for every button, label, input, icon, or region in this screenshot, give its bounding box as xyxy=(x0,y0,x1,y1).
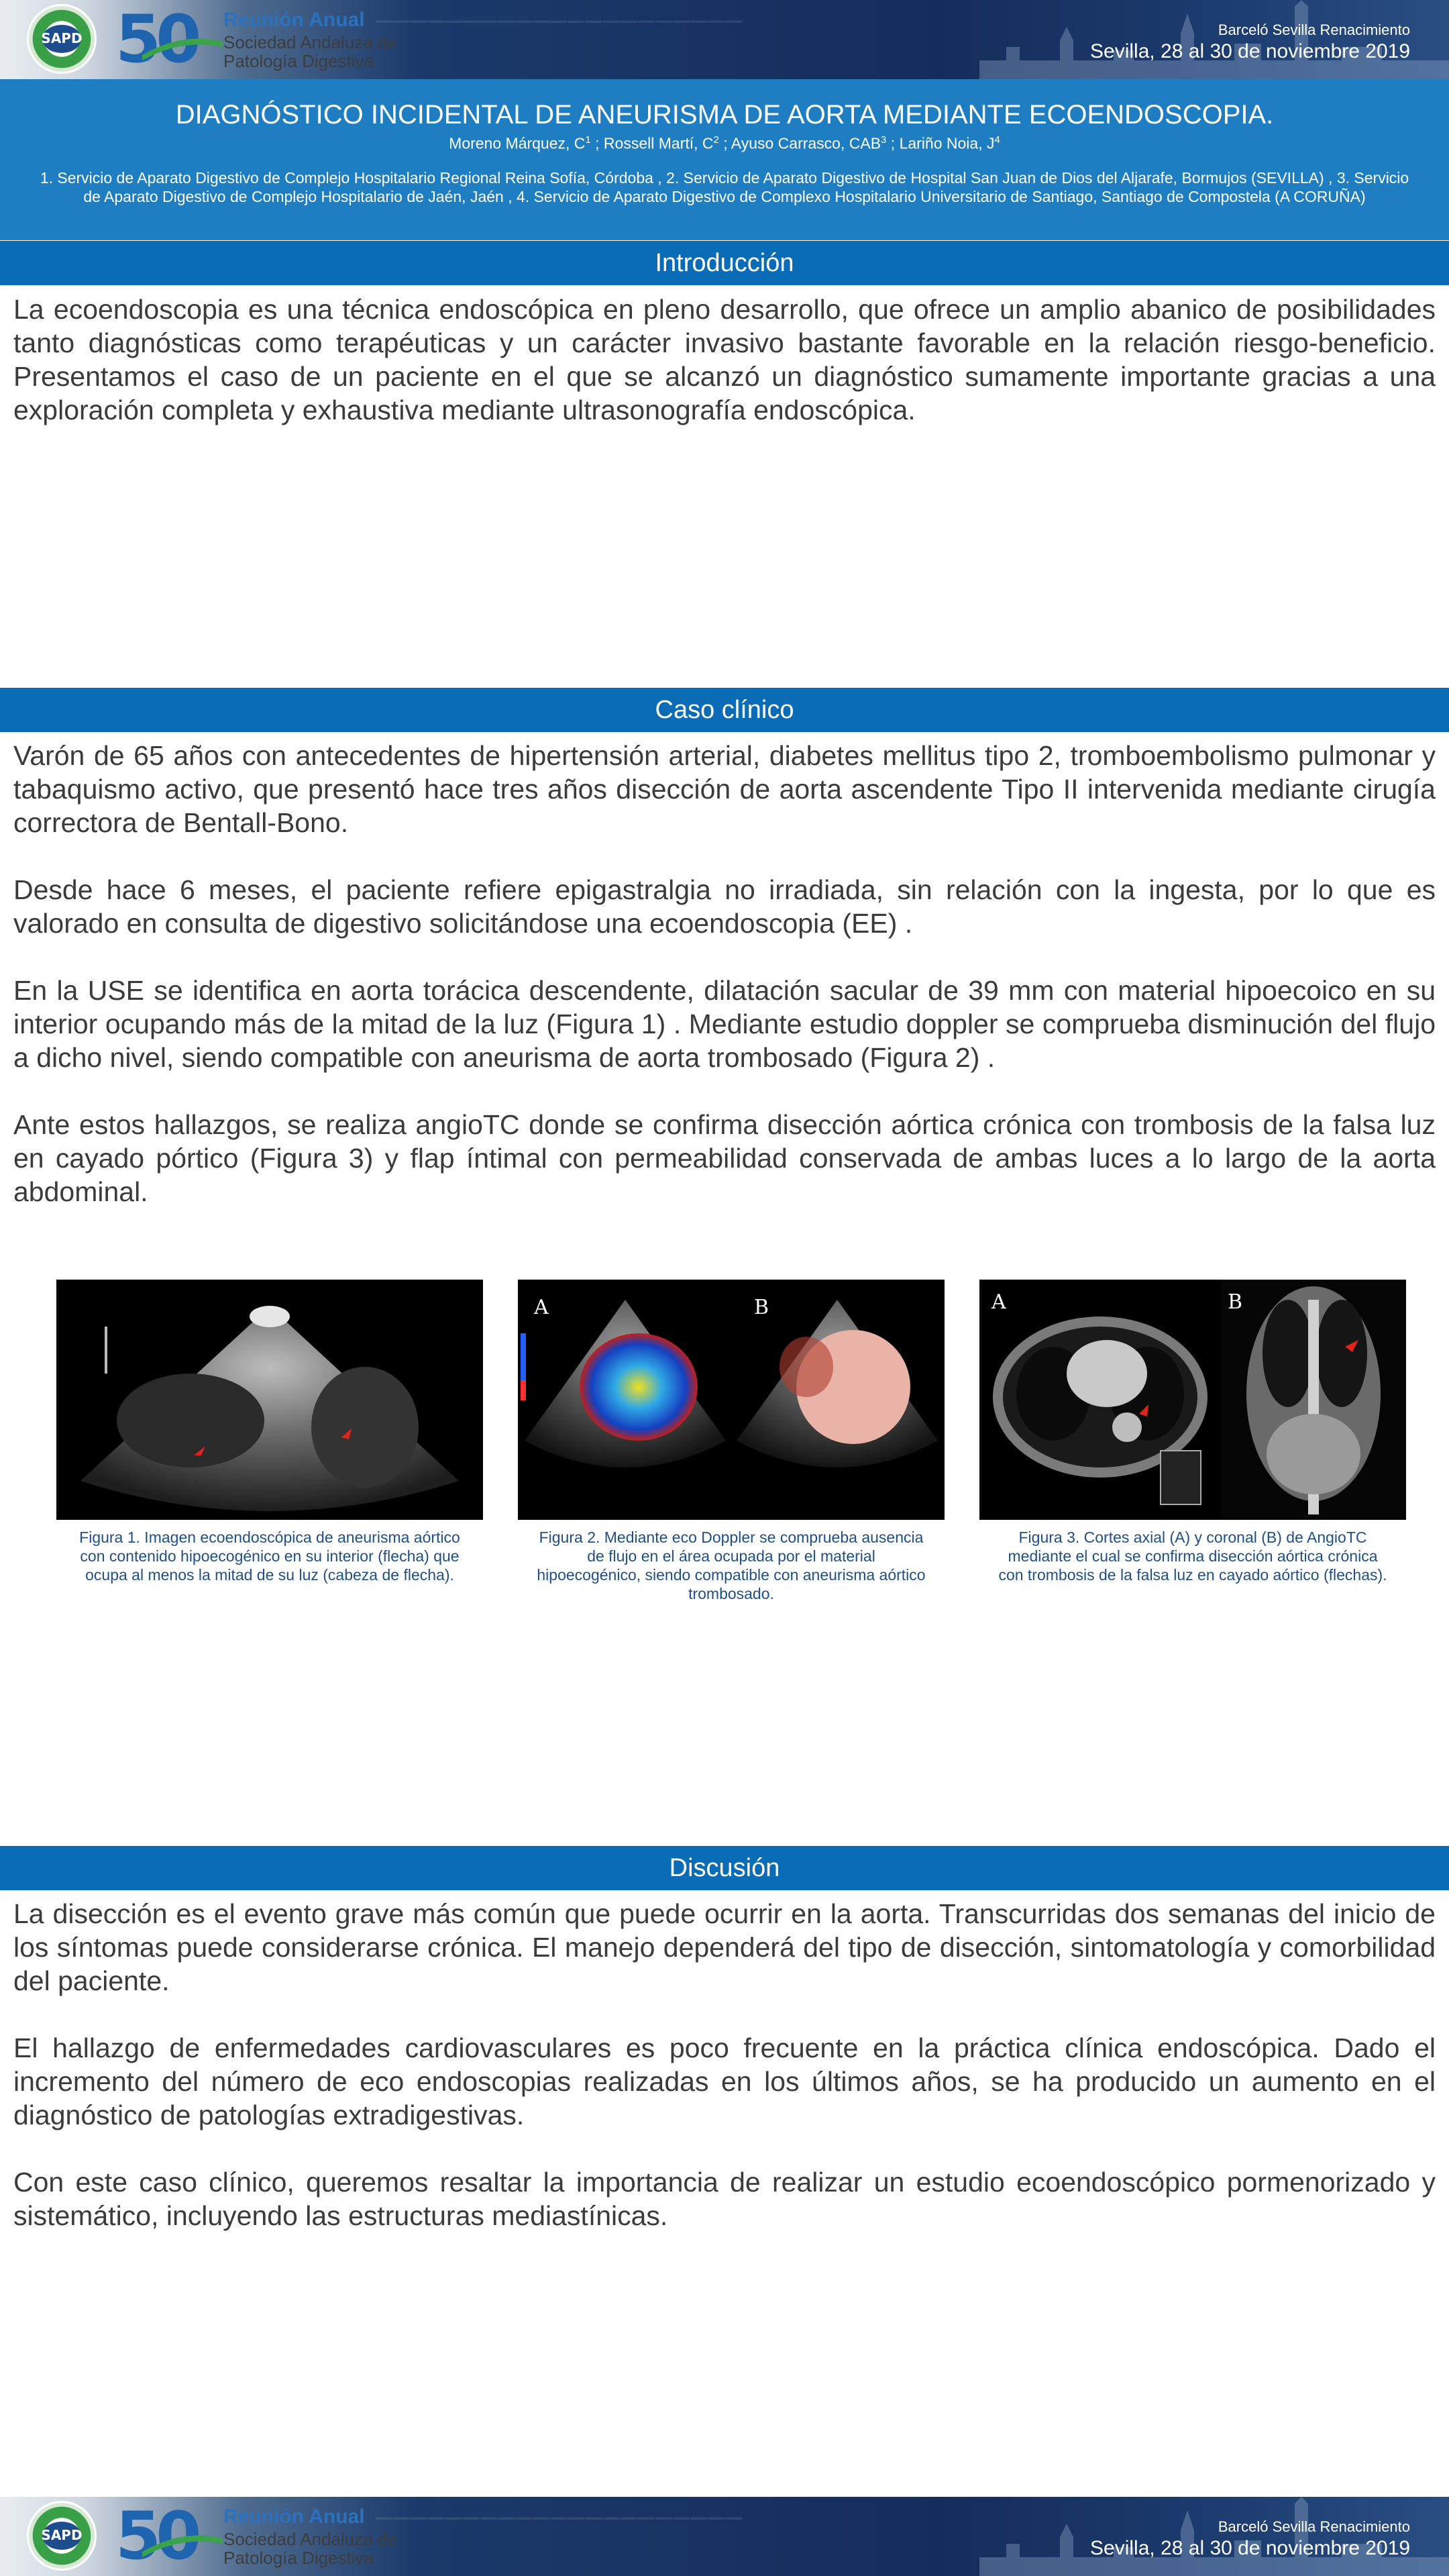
event-venue: Barceló Sevilla Renacimiento xyxy=(1218,2518,1410,2535)
figure-3-caption: Figura 3. Cortes axial (A) y coronal (B) de AngioTC mediante el cual se confirma disección aórtica crónica con trombosis de la falsa luz en cayado aórtico (flechas). xyxy=(998,1529,1387,1584)
author-affiliation-number: 2 xyxy=(713,134,719,146)
footer-banner xyxy=(0,2497,1449,2576)
society-name-line2: Patología Digestiva xyxy=(223,51,374,71)
event-dates: Sevilla, 28 al 30 de noviembre 2019 xyxy=(1090,40,1410,62)
figure-1 xyxy=(56,1280,483,1584)
section-heading-introduccion: Introducción xyxy=(0,241,1449,285)
author-name: Moreno Márquez, C xyxy=(449,134,586,152)
figure-1-image xyxy=(56,1280,483,1520)
banner-watermark: ───────────────────── xyxy=(376,7,743,38)
event-venue: Barceló Sevilla Renacimiento xyxy=(1218,21,1410,38)
author-name: Rossell Martí, C xyxy=(603,134,714,152)
author-affiliation-number: 4 xyxy=(994,134,1000,146)
sapd-logo: SAPD xyxy=(27,4,97,74)
figure-1-caption: Figura 1. Imagen ecoendoscópica de aneurisma aórtico con contenido hipoecogénico en su interior (flecha) que ocupa al menos la mitad de su luz (cabeza de flecha). xyxy=(79,1529,460,1584)
affiliations: 1. Servicio de Aparato Digestivo de Complejo Hospitalario Regional Reina Sofía, Córdoba , 2. Servicio de Aparato Digestivo de Hospital San Juan de Dios del Aljarafe, Bormujos (SEVILLA) , 3. Servicio de Aparato Digestivo de Complejo Hospitalario de Jaén, Jaén , 4. Servicio de Aparato Digestivo de Complexo Hospitalario Universitario de Santiago, Santiago de Compostela (A CORUÑA) xyxy=(40,169,1409,205)
author-name: Lariño Noia, J xyxy=(899,134,995,152)
paragraph: En la USE se identifica en aorta torácica descendente, dilatación sacular de 39 mm con material hipoecoico en su interior ocupando más de la mitad de la luz (Figura 1) . Mediante estudio doppler se comprueba disminución del flujo a dicho nivel, siendo compatible con aneurisma de aorta trombosado (Figura 2) . xyxy=(13,975,1436,1073)
society-name-line1: Sociedad Andaluza de xyxy=(223,32,397,52)
event-dates: Sevilla, 28 al 30 de noviembre 2019 xyxy=(1090,2537,1410,2559)
author-name: Ayuso Carrasco, CAB xyxy=(731,134,881,152)
paragraph: El hallazgo de enfermedades cardiovasculares es poco frecuente en la práctica clínica endoscópica. Dado el incremento del número de eco endoscopias realizadas en los últimos años, se ha producido un aumento en el diagnóstico de patologías extradigestivas. xyxy=(13,2032,1436,2130)
fifty-anniversary-logo: 50 xyxy=(115,5,223,72)
panel-label-a: A xyxy=(534,1296,549,1319)
figure-2-image xyxy=(518,1280,945,1520)
sapd-logo: SAPD xyxy=(27,2501,97,2571)
panel-label-b: B xyxy=(1228,1290,1243,1314)
paragraph: Con este caso clínico, queremos resaltar la importancia de realizar un estudio ecoendoscópico pormenorizado y sistemático, incluyendo las estructuras mediastínicas. xyxy=(13,2167,1436,2231)
paragraph: Ante estos hallazgos, se realiza angioTC donde se confirma disección aórtica crónica con trombosis de la falsa luz en cayado pórtico (Figura 3) y flap íntimal con permeabilidad conservada de ambas luces a lo largo de la aorta abdominal. xyxy=(13,1109,1436,1207)
paragraph: Desde hace 6 meses, el paciente refiere epigastralgia no irradiada, sin relación con la ingesta, por lo que es valorado en consulta de digestivo solicitándose una ecoendoscopia (EE) . xyxy=(13,874,1436,939)
caso-clinico-text xyxy=(13,739,1436,1208)
section-heading-caso-clinico: Caso clínico xyxy=(0,688,1449,732)
header-banner xyxy=(0,0,1449,79)
society-name-line2: Patología Digestiva xyxy=(223,2548,374,2568)
banner-watermark: ───────────────────── xyxy=(376,2504,743,2534)
society-name-line1: Sociedad Andaluza de xyxy=(223,2529,397,2549)
author-affiliation-number: 3 xyxy=(881,134,887,146)
introduccion-text xyxy=(13,293,1436,427)
figure-2 xyxy=(518,1280,945,1603)
event-name: Reunión Anual xyxy=(223,2506,365,2528)
figure-3 xyxy=(979,1280,1406,1584)
panel-label-a: A xyxy=(991,1290,1006,1314)
sevilla-skyline-icon xyxy=(979,0,1449,79)
paragraph: La disección es el evento grave más común que puede ocurrir en la aorta. Transcurridas dos semanas del inicio de los síntomas puede considerarse crónica. El manejo dependerá del tipo de disección, sintomatología y comorbilidad del paciente. xyxy=(13,1898,1436,1996)
figure-2-caption: Figura 2. Mediante eco Doppler se comprueba ausencia de flujo en el área ocupada por el material hipoecogénico, siendo compatible con aneurisma aórtico trombosado. xyxy=(537,1529,926,1602)
author-list: Moreno Márquez, $C^1$ ; Rossell Martí, $C^2$ ; Ayuso Carrasco, CAB$^3$ ; Lariño Noia, $J^4$ xyxy=(449,134,1000,152)
author-affiliation-number: 1 xyxy=(585,134,591,146)
fifty-anniversary-logo: 50 xyxy=(115,2502,223,2569)
section-heading-discusion: Discusión xyxy=(0,1846,1449,1890)
discusion-text xyxy=(13,1897,1436,2232)
paragraph: Varón de 65 años con antecedentes de hipertensión arterial, diabetes mellitus tipo 2, tromboembolismo pulmonar y tabaquismo activo, que presentó hace tres años disección de aorta ascendente Tipo II intervenida mediante cirugía correctora de Bentall-Bono. xyxy=(13,740,1436,838)
poster-title: DIAGNÓSTICO INCIDENTAL DE ANEURISMA DE AORTA MEDIANTE ECOENDOSCOPIA. xyxy=(175,100,1274,130)
panel-label-b: B xyxy=(754,1296,769,1319)
figure-3-image xyxy=(979,1280,1406,1520)
paragraph: La ecoendoscopia es una técnica endoscópica en pleno desarrollo, que ofrece un amplio abanico de posibilidades tanto diagnósticas como terapéuticas y un carácter invasivo bastante favorable en la relación riesgo-beneficio. Presentamos el caso de un paciente en el que se alcanzó un diagnóstico sumamente importante gracias a una exploración completa y exhaustiva mediante ultrasonografía endoscópica. xyxy=(13,294,1436,425)
sevilla-skyline-icon xyxy=(979,2497,1449,2576)
event-name: Reunión Anual xyxy=(223,9,365,31)
poster-title-block xyxy=(0,79,1449,240)
